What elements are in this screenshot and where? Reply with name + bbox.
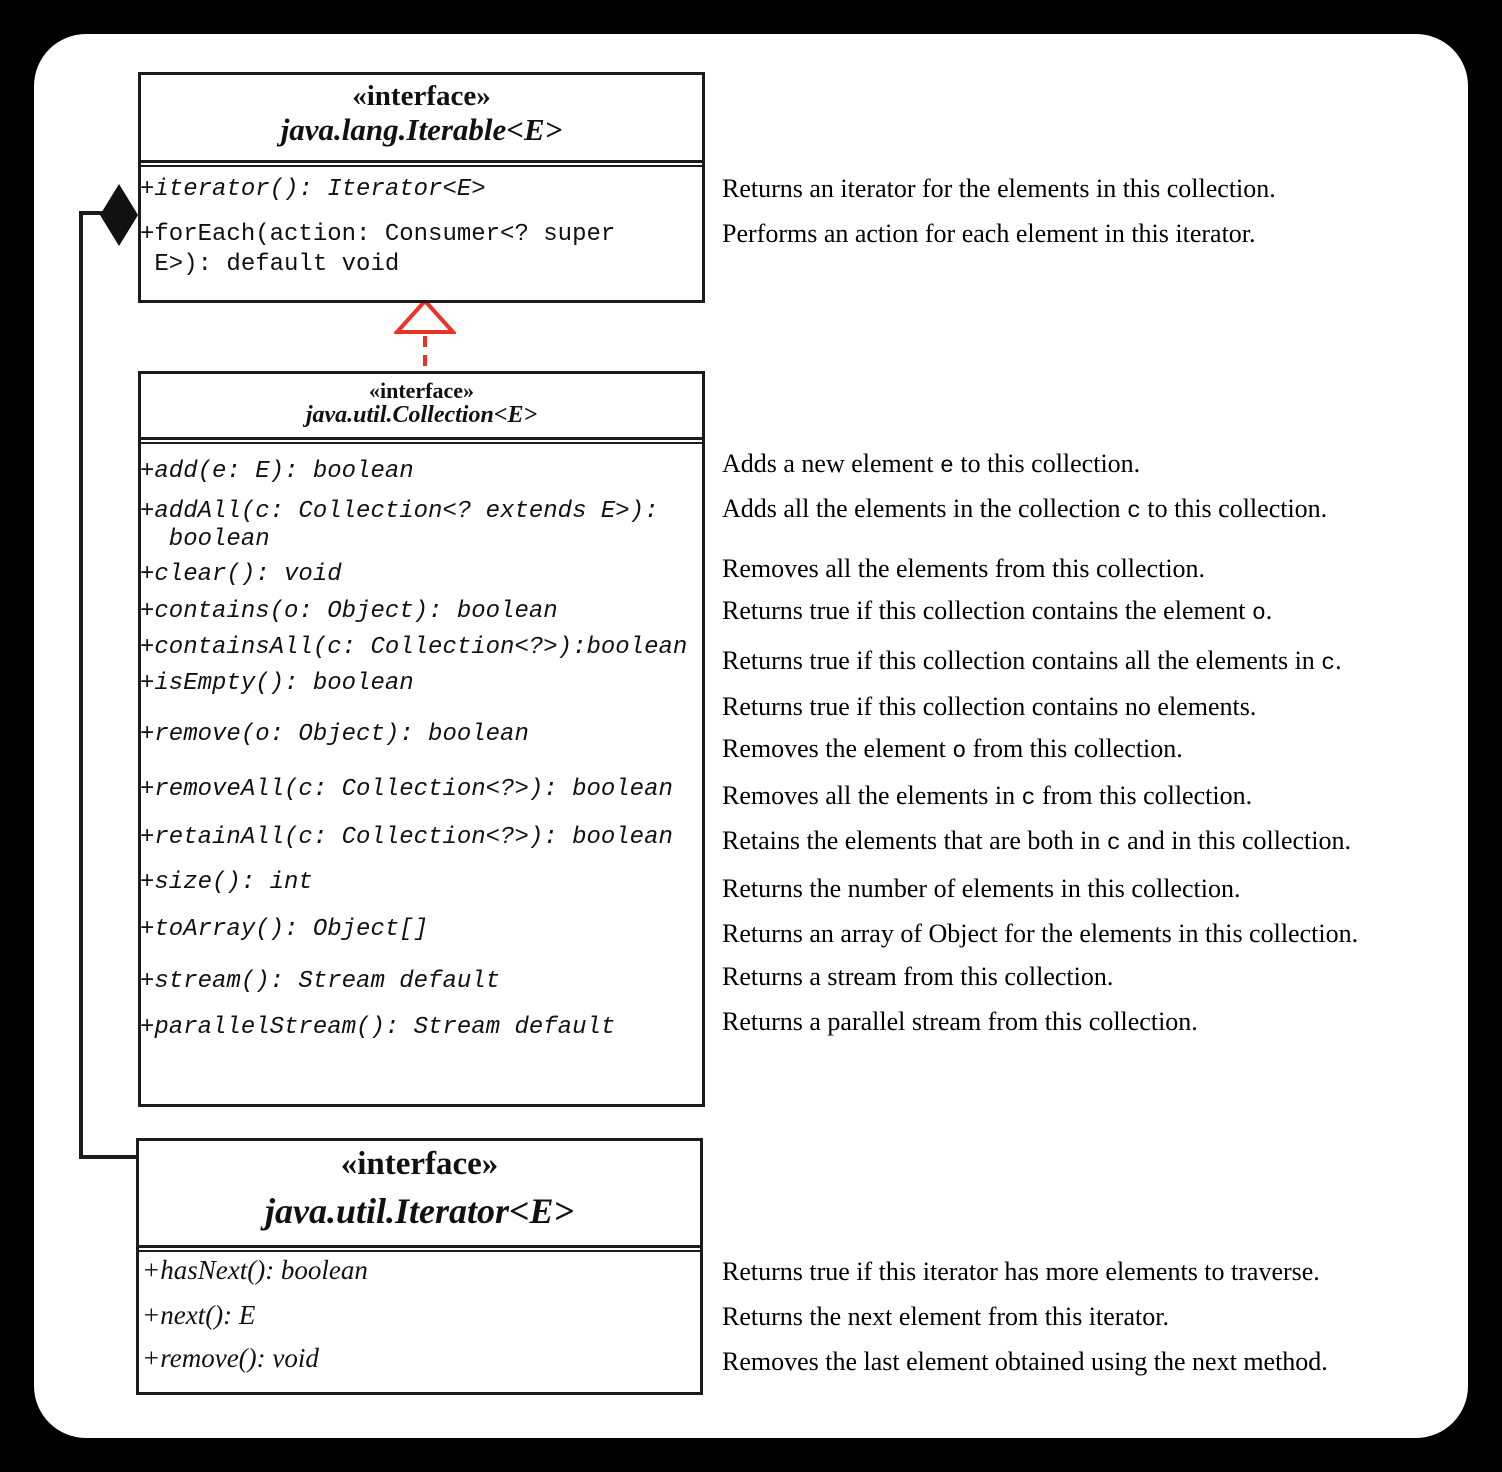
iterable-name: java.lang.Iterable<E> xyxy=(280,112,563,147)
method-foreach-line2: E>): default void xyxy=(140,251,400,278)
description-removeall: Removes all the elements in c from this collection. xyxy=(722,781,1253,811)
method-foreach-line1: +forEach(action: Consumer<? super xyxy=(140,221,616,248)
iterator-stereotype: «interface» xyxy=(340,1146,499,1182)
hollow-triangle-icon xyxy=(397,301,453,332)
method-containsall: +containsAll(c: Collection<?>):boolean xyxy=(140,634,688,661)
iterable-compartment-divider xyxy=(141,160,702,167)
method-addall-line2: boolean xyxy=(140,526,270,553)
method-clear: +clear(): void xyxy=(140,561,342,588)
method-hasnext: +hasNext(): boolean xyxy=(142,1255,368,1285)
method-removeall: +removeAll(c: Collection<?>): boolean xyxy=(140,776,673,803)
inheritance-triangle-icon xyxy=(394,298,456,376)
method-addall-line1: +addAll(c: Collection<? extends E>): xyxy=(140,498,659,525)
description-iterator-remove: Removes the last element obtained using the next method. xyxy=(722,1347,1328,1376)
method-isempty: +isEmpty(): boolean xyxy=(140,670,414,697)
description-clear: Removes all the elements from this collection. xyxy=(722,554,1206,583)
description-add: Adds a new element e to this collection. xyxy=(722,449,1141,479)
collection-compartment-divider xyxy=(141,437,702,444)
iterator-name: java.util.Iterator<E> xyxy=(264,1191,575,1231)
description-parallelstream: Returns a parallel stream from this collection. xyxy=(722,1007,1198,1036)
description-contains: Returns true if this collection contains the element o. xyxy=(722,596,1273,626)
method-contains: +contains(o: Object): boolean xyxy=(140,598,558,625)
aggregation-line-bottom xyxy=(79,1155,139,1159)
description-addall: Adds all the elements in the collection c to this collection. xyxy=(722,494,1328,524)
method-iterator: +iterator(): Iterator<E> xyxy=(140,176,486,203)
description-iterator: Returns an iterator for the elements in this collection. xyxy=(722,174,1276,203)
method-toarray: +toArray(): Object[] xyxy=(140,916,429,943)
description-stream: Returns a stream from this collection. xyxy=(722,962,1114,991)
collection-name: java.util.Collection<E> xyxy=(305,402,538,428)
description-size: Returns the number of elements in this collection. xyxy=(722,874,1241,903)
description-foreach: Performs an action for each element in this iterator. xyxy=(722,219,1256,248)
description-containsall: Returns true if this collection contains all the elements in c. xyxy=(722,646,1342,676)
method-size: +size(): int xyxy=(140,869,313,896)
iterator-compartment-divider xyxy=(139,1245,700,1252)
description-next: Returns the next element from this iterator. xyxy=(722,1302,1169,1331)
description-isempty: Returns true if this collection contains no elements. xyxy=(722,692,1257,721)
description-toarray: Returns an array of Object for the elements in this collection. xyxy=(722,919,1359,948)
method-add: +add(e: E): boolean xyxy=(140,458,414,485)
description-retainall: Retains the elements that are both in c and in this collection. xyxy=(722,826,1351,856)
method-iterator-remove: +remove(): void xyxy=(142,1343,319,1373)
method-remove: +remove(o: Object): boolean xyxy=(140,721,529,748)
collection-stereotype: «interface» xyxy=(368,378,475,403)
method-parallelstream: +parallelStream(): Stream default xyxy=(140,1014,616,1041)
method-stream: +stream(): Stream default xyxy=(140,968,501,995)
iterable-stereotype: «interface» xyxy=(352,80,491,112)
method-next: +next(): E xyxy=(142,1300,256,1330)
aggregation-line-vertical xyxy=(79,211,83,1159)
description-hasnext: Returns true if this iterator has more elements to traverse. xyxy=(722,1257,1320,1286)
description-remove: Removes the element o from this collection. xyxy=(722,734,1183,764)
method-retainall: +retainAll(c: Collection<?>): boolean xyxy=(140,824,673,851)
